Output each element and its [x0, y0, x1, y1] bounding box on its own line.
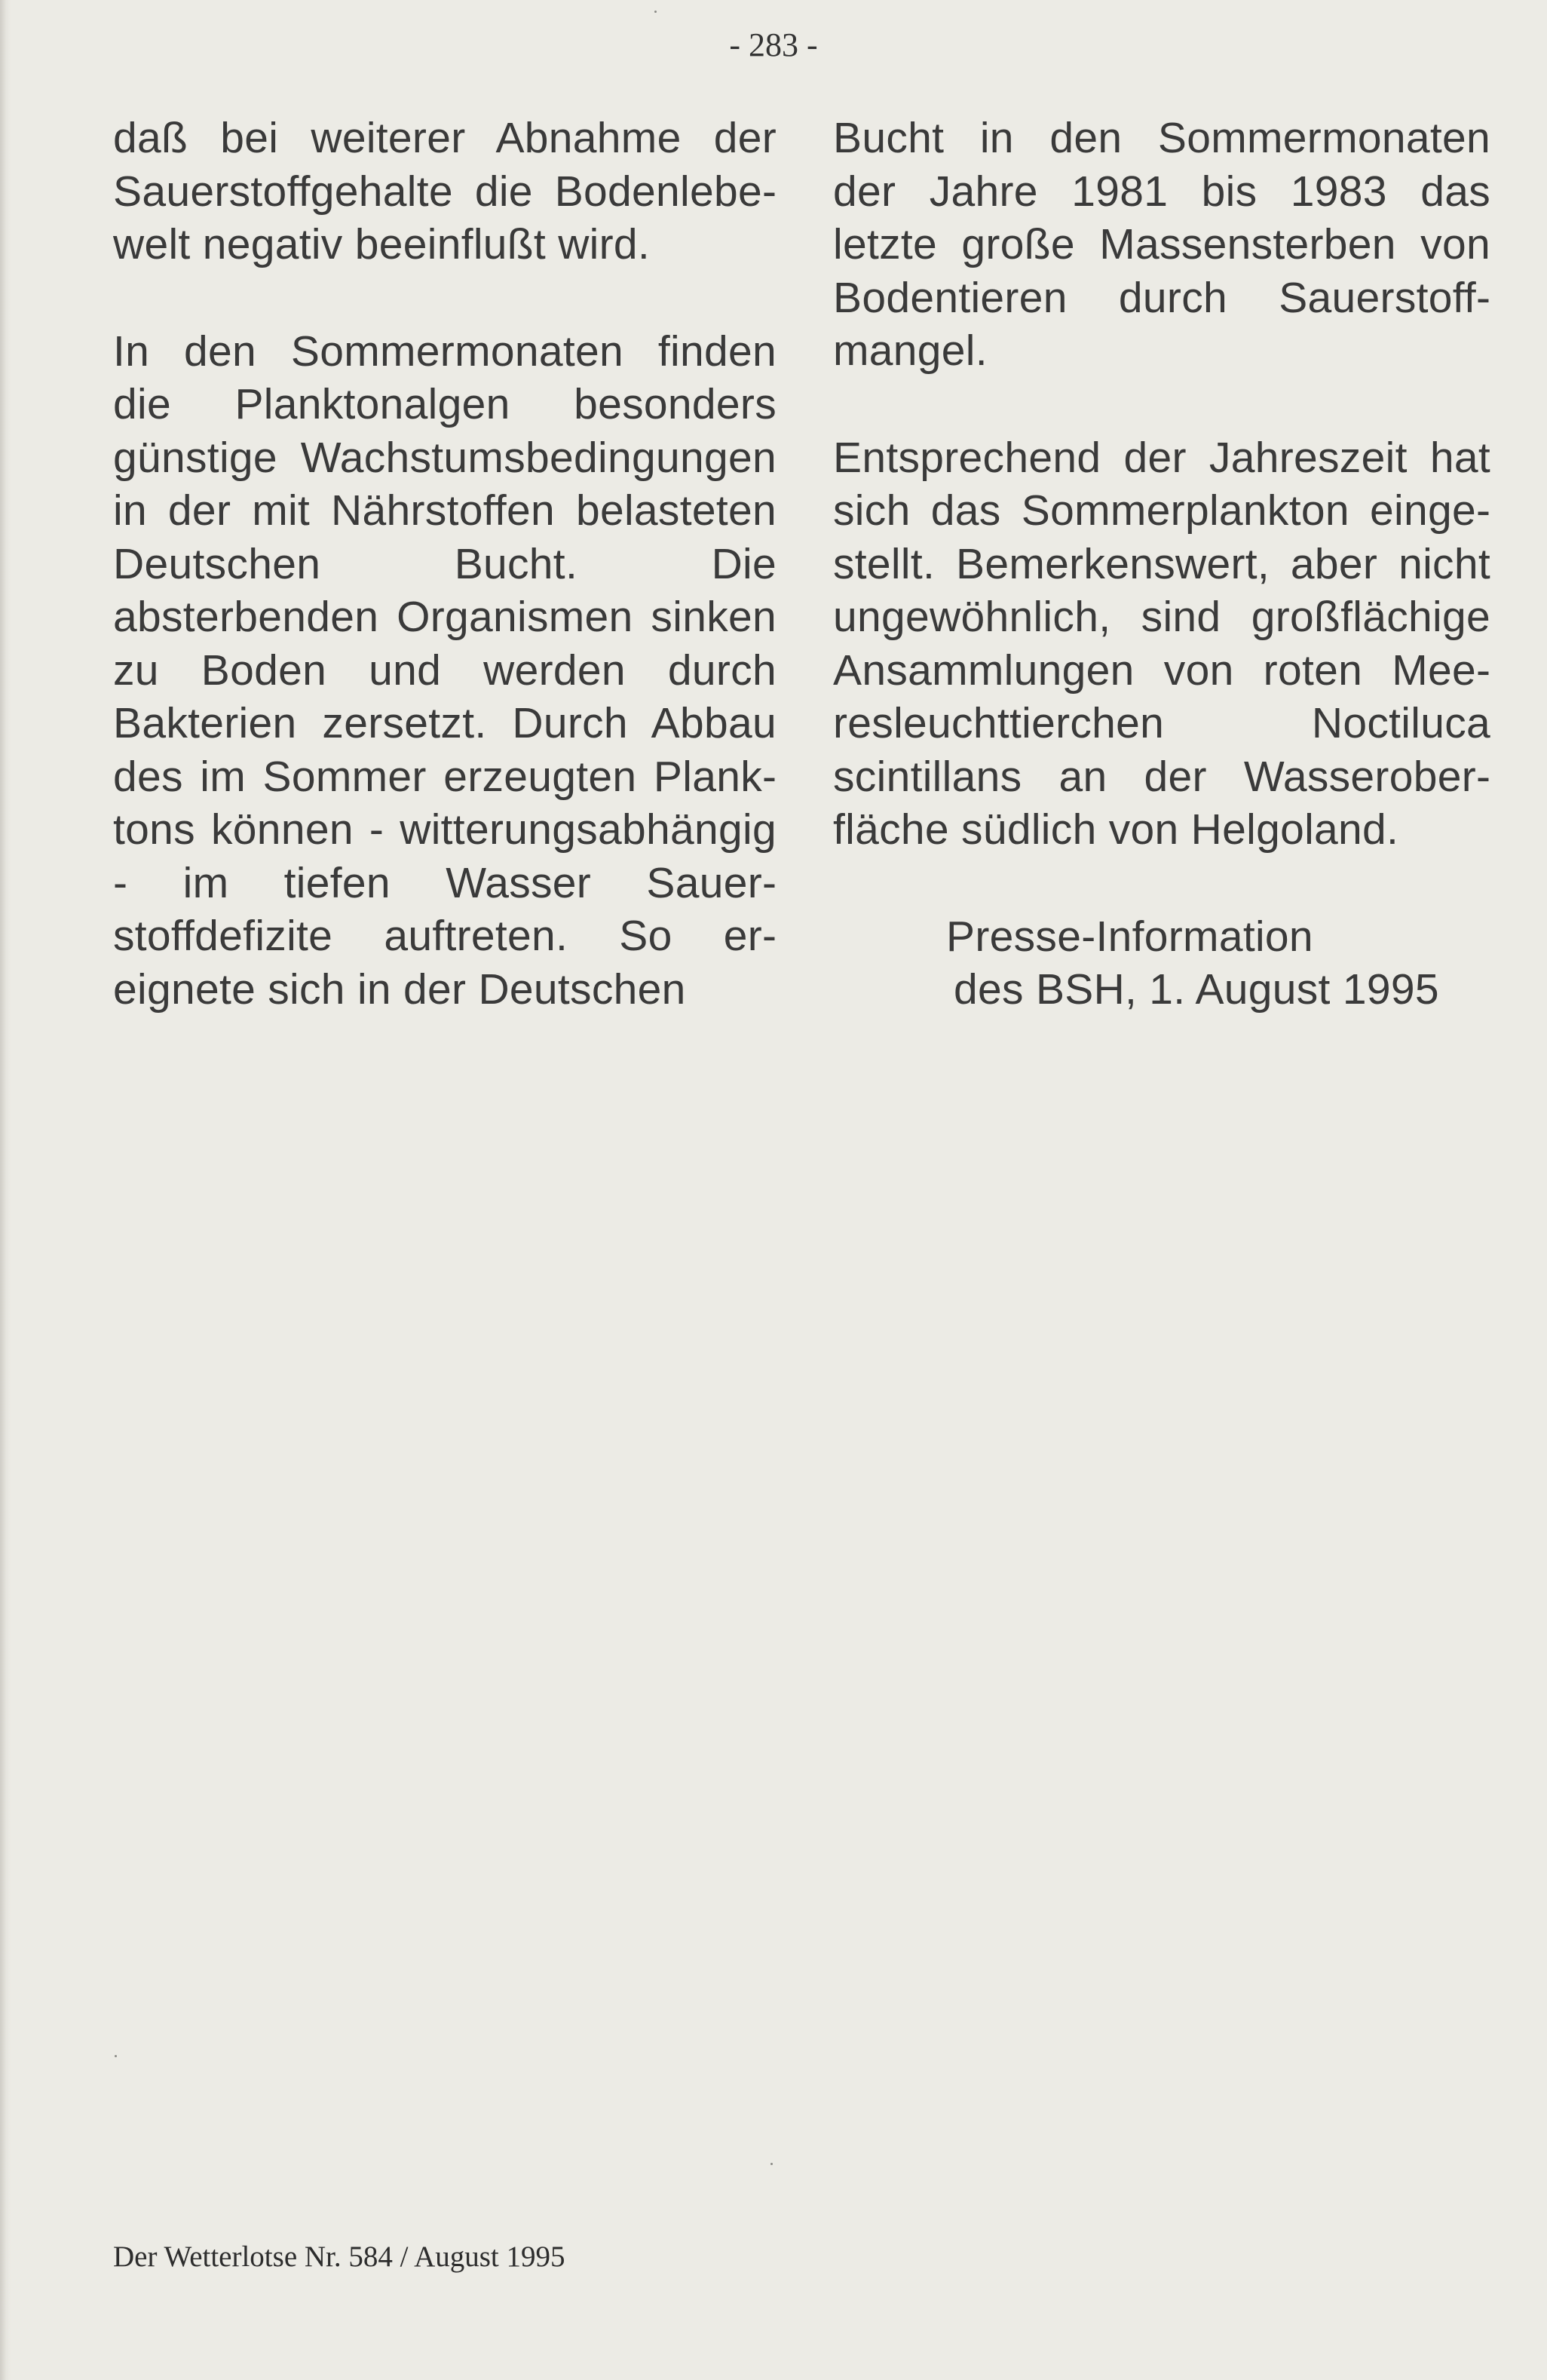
signature-line: Presse-Information: [946, 912, 1313, 961]
paper-speck: [654, 11, 657, 13]
paper-speck: [770, 2163, 773, 2165]
page-edge-shadow: [0, 0, 11, 2380]
paper-speck: [115, 2055, 117, 2057]
page-number: - 283 -: [729, 26, 818, 63]
right-column: [833, 112, 1490, 1017]
footer-citation: Der Wetterlotse Nr. 584 / August 1995: [113, 2240, 565, 2273]
signature-line: des BSH, 1. August 1995: [954, 965, 1439, 1014]
paragraph: In den Sommermonaten finden die Planktonalgen besonders günstige Wachstumsbedingungen in der mit Nährstoffen belasteten Deutschen Bucht. Die absterbenden Organismen sinken zu Boden und werden durch Bakterien zersetzt. Durch Abbau des im Sommer erzeugten Planktons können - witterungsabhängig - im tiefen Wasser Sauerstoffdefizite auftreten. So ereignete sich in der Deutschen: [113, 327, 777, 1014]
signature: [833, 910, 1490, 1017]
left-column: [113, 112, 777, 1069]
paragraph: Entsprechend der Jahreszeit hat sich das Sommerplankton eingestellt. Bemerkenswert, aber nicht ungewöhnlich, sind großflächige Ansammlungen von roten Meeresleuchttierchen Noctiluca scintillans an der Wasseroberfläche südlich von Helgoland.: [833, 433, 1490, 854]
paragraph: daß bei weiterer Abnahme der Sauerstoffgehalte die Bodenlebewelt negativ beeinflußt wird.: [113, 114, 777, 268]
paragraph: Bucht in den Sommermonaten der Jahre 1981 bis 1983 das letzte große Massensterben von Bodentieren durch Sauerstoffmangel.: [833, 114, 1490, 375]
